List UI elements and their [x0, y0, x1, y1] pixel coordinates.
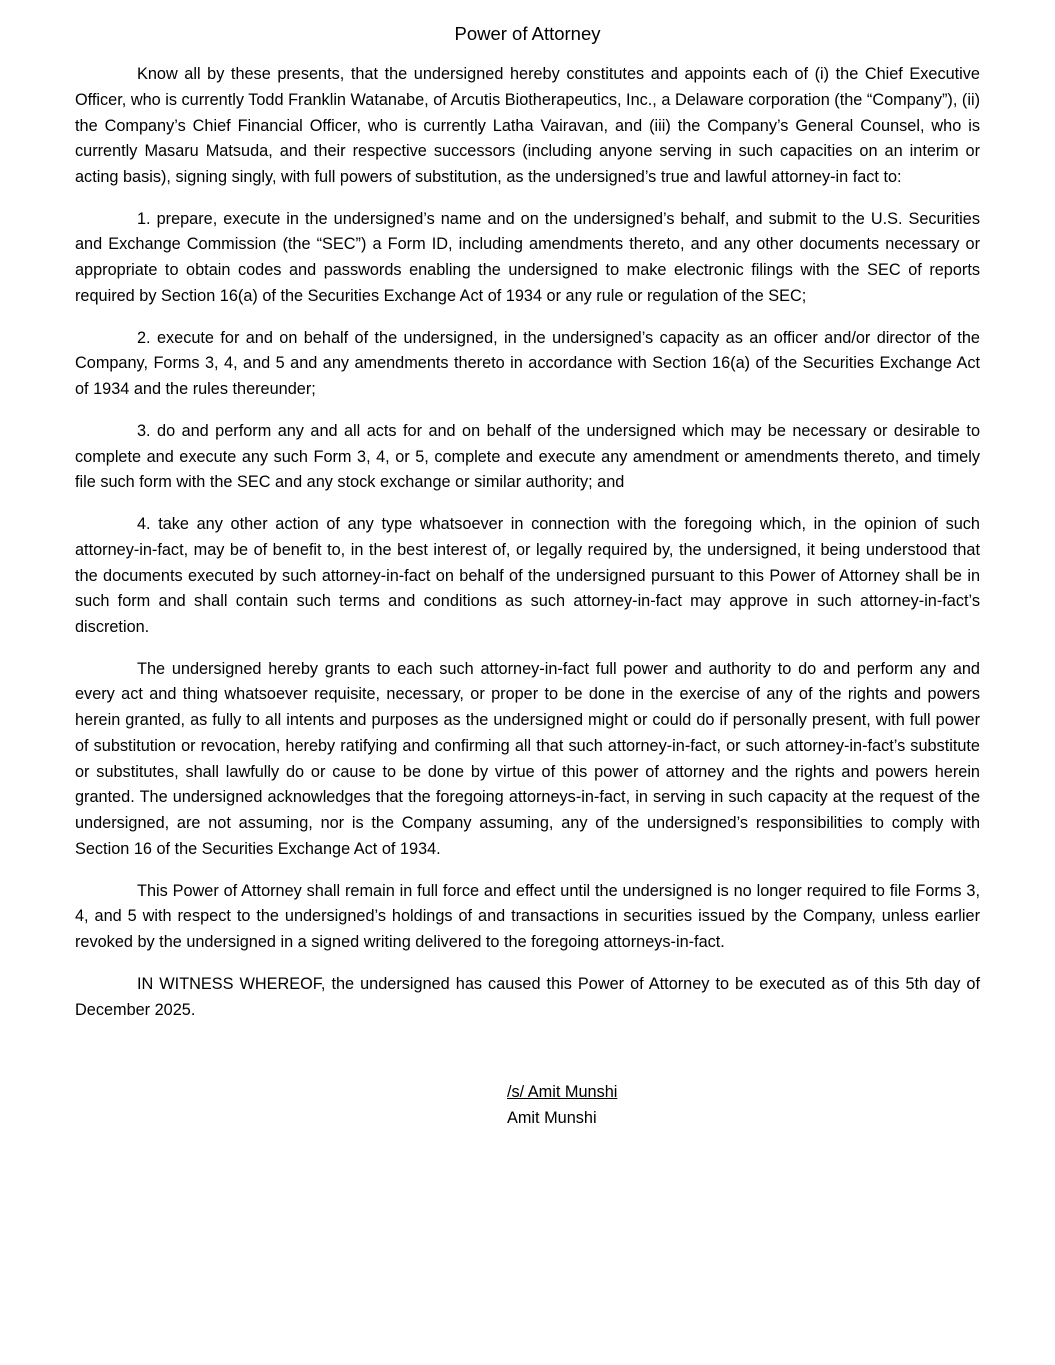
- paragraph-item-1: 1. prepare, execute in the undersigned’s name and on the undersigned’s behalf, and submit to the U.S. Securities and Exchange Commission (the “SEC”) a Form ID, including amendments thereto, and any other documents necessary or appropriate to obtain codes and passwords enabling the undersigned to make electronic filings with the SEC of reports required by Section 16(a) of the Securities Exchange Act of 1934 or any rule or regulation of the SEC;: [75, 209, 980, 305]
- paragraph-grant-of-authority: The undersigned hereby grants to each such attorney-in-fact full power and authority to do and perform any and every act and thing whatsoever requisite, necessary, or proper to be done in the exercise of any of the rights and powers herein granted, as fully to all intents and purposes as the undersigned might or could do if personally present, with full power of substitution or revocation, hereby ratifying and confirming all that such attorney-in-fact, or such attorney-in-fact’s substitute or substitutes, shall lawfully do or cause to be done by virtue of this power of attorney and the rights and powers herein granted. The undersigned acknowledges that the foregoing attorneys-in-fact, in serving in such capacity at the request of the undersigned, are not assuming, nor is the Company assuming, any of the undersigned’s responsibilities to comply with Section 16 of the Securities Exchange Act of 1934.: [75, 659, 980, 858]
- paragraph-intro: Know all by these presents, that the undersigned hereby constitutes and appoints each of (i) the Chief Executive Officer, who is currently Todd Franklin Watanabe, of Arcutis Biotherapeutics, Inc., a Delaware corporation (the “Company”), (ii) the Company’s Chief Financial Officer, who is currently Latha Vairavan, and (iii) the Company’s General Counsel, who is currently Masaru Matsuda, and their respective successors (including anyone serving in such capacities on an interim or acting basis), signing singly, with full powers of substitution, as the undersigned’s true and lawful attorney-in fact to:: [75, 65, 980, 186]
- signature-printed-name: Amit Munshi: [507, 1109, 597, 1128]
- paragraph-witness-whereof: IN WITNESS WHEREOF, the undersigned has caused this Power of Attorney to be executed as of this 5th day of December 2025.: [75, 974, 980, 1019]
- signature-block: [75, 1079, 980, 1131]
- paragraph-item-4: 4. take any other action of any type whatsoever in connection with the foregoing which, in the opinion of such attorney-in-fact, may be of benefit to, in the best interest of, or legally required by, the undersigned, it being understood that the documents executed by such attorney-in-fact on behalf of the undersigned pursuant to this Power of Attorney shall be in such form and shall contain such terms and conditions as such attorney-in-fact may approve in such attorney-in-fact’s discretion.: [75, 515, 980, 636]
- page-title: Power of Attorney: [454, 23, 601, 44]
- signature-mark: /s/ Amit Munshi: [507, 1083, 618, 1102]
- paragraph-item-3: 3. do and perform any and all acts for and on behalf of the undersigned which may be necessary or desirable to complete and execute any such Form 3, 4, or 5, complete and execute any amendment or amendments thereto, and timely file such form with the SEC and any stock exchange or similar authority; and: [75, 421, 980, 492]
- paragraph-term: This Power of Attorney shall remain in full force and effect until the undersigned is no longer required to file Forms 3, 4, and 5 with respect to the undersigned’s holdings of and transactions in securities issued by the Company, unless earlier revoked by the undersigned in a signed writing delivered to the foregoing attorneys-in-fact.: [75, 881, 980, 952]
- paragraph-item-2: 2. execute for and on behalf of the undersigned, in the undersigned’s capacity as an officer and/or director of the Company, Forms 3, 4, and 5 and any amendments thereto in accordance with Section 16(a) of the Securities Exchange Act of 1934 and the rules thereunder;: [75, 328, 980, 399]
